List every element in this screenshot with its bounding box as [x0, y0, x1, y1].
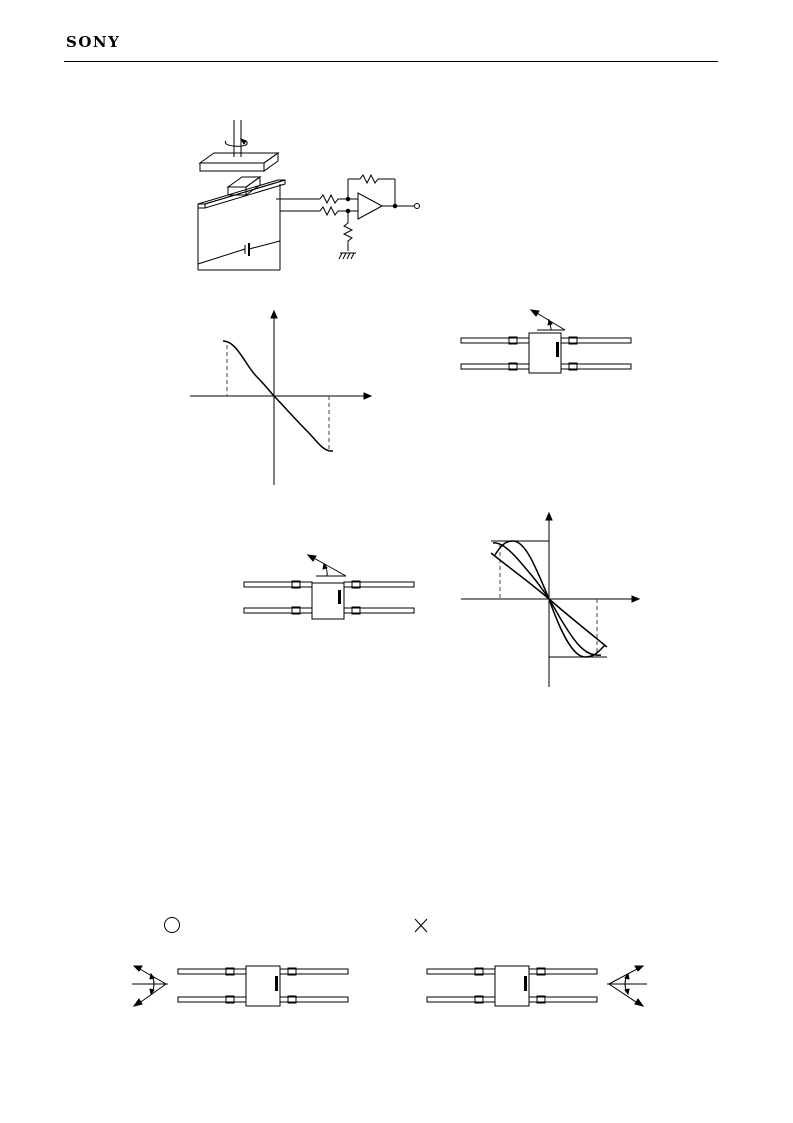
field-arrow-icon [312, 557, 346, 576]
output-terminal-icon [415, 204, 420, 209]
polarity-mark [556, 342, 559, 357]
lead-upper-right [561, 338, 631, 343]
field-direction-icon [609, 968, 639, 984]
polarity-mark [275, 976, 278, 991]
polarity-mark [524, 976, 527, 991]
lead-upper-right [344, 582, 414, 587]
magnet-plate-front [200, 163, 264, 171]
resistor-2-icon [320, 207, 348, 215]
op-amp-icon [358, 193, 382, 219]
circle-good-icon [165, 918, 180, 933]
lead-lower-right [561, 364, 631, 369]
resistor-1-icon [320, 195, 348, 203]
sensor-package [246, 966, 280, 1006]
ground-resistor-icon [344, 223, 352, 251]
element-field-angle-b-figure [238, 548, 428, 628]
polarity-mark [338, 590, 341, 604]
measurement-circuit-figure [190, 115, 430, 275]
output-curve-family-figure [455, 505, 645, 690]
lead-upper-left [244, 582, 312, 587]
lead-upper-left [461, 338, 529, 343]
lead-lower-left [244, 608, 312, 613]
sensor-element-block [228, 177, 260, 187]
sensor-package [495, 966, 529, 1006]
lead-lower-right [344, 608, 414, 613]
element-field-angle-a-figure [455, 300, 645, 380]
bad-orientation-figure [405, 910, 665, 1020]
header-rule [64, 61, 718, 62]
output-curve-single-figure [185, 305, 380, 490]
lead-lower-left [461, 364, 529, 369]
feedback-resistor-icon [360, 175, 395, 183]
good-orientation-figure [130, 910, 360, 1020]
brand-logo: SONY [66, 33, 121, 51]
